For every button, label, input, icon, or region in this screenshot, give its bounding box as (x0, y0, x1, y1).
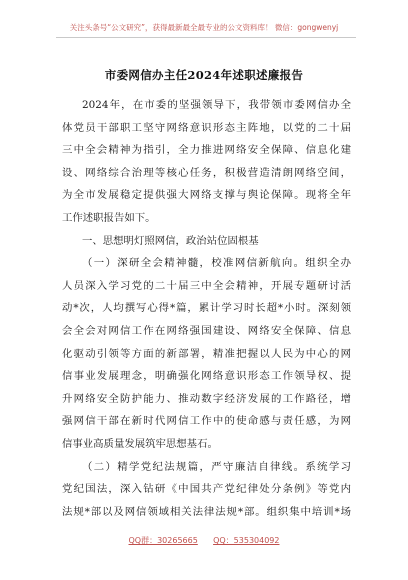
footer-qq-group: QQ群：30265665 (128, 536, 198, 545)
body-line: 为全市发展稳定提供强大网络支撑与舆论保障。现将全年 (62, 189, 351, 202)
body-line: 信事业高质量发展筑牢思想基石。 (62, 437, 218, 450)
body-line: 体党员干部职工坚守网络意识形态主阵地，以党的二十届 (62, 121, 351, 134)
header-notice: 关注头条号“公文研究”，获得最新最全最专业的公文资料库！ 微信：gongwenyj (69, 23, 339, 32)
footer-qq: QQ：535304092 (213, 536, 280, 545)
body-line: 党纪国法，深入钻研《中国共产党纪律处分条例》等党内 (62, 483, 351, 496)
footer-contact (0, 535, 408, 546)
body-line: 人员深入学习党的二十届三中全会精神，开展专题研讨活 (62, 279, 351, 292)
body-line: 信事业发展理念，明确强化网络意识形态工作领导权、提 (62, 370, 351, 383)
body-line: （二）精学党纪法规篇，严守廉洁自律线。系统学习 (82, 460, 351, 473)
body-line: 会全会对网信工作在网络强国建设、网络安全保障、信息 (62, 324, 351, 337)
body-line: 2024年，在市委的坚强领导下，我带领市委网信办全 (82, 99, 351, 111)
body-line: 化驱动引领等方面的新部署，精准把握以人民为中心的网 (62, 347, 351, 360)
body-line: 强网信干部在新时代网信工作中的使命感与责任感，为网 (62, 415, 351, 428)
body-line: （一）深研全会精神髓，校准网信新航向。组织全办 (82, 257, 351, 270)
header-divider (56, 37, 356, 38)
body-line: 三中全会精神为指引，全力推进网络安全保障、信息化建 (62, 144, 351, 157)
body-line: 设、网络综合治理等核心任务，积极营造清朗网络空间， (62, 166, 351, 179)
body-line: 工作述职报告如下。 (62, 211, 156, 224)
body-line: 升网络安全防护能力、推动数字经济发展的工作路径，增 (62, 392, 351, 405)
document-title: 市委网信办主任2024年述职述廉报告 (104, 68, 304, 82)
body-line: 动*次，人均撰写心得*篇，累计学习时长超*小时。深刻领 (62, 302, 351, 315)
section-heading: 一、思想明灯照网信，政治站位固根基 (82, 234, 259, 247)
document-body (62, 94, 351, 523)
body-line: 法规*部以及网信领域相关法律法规*部。组织集中培训*场 (62, 505, 351, 518)
